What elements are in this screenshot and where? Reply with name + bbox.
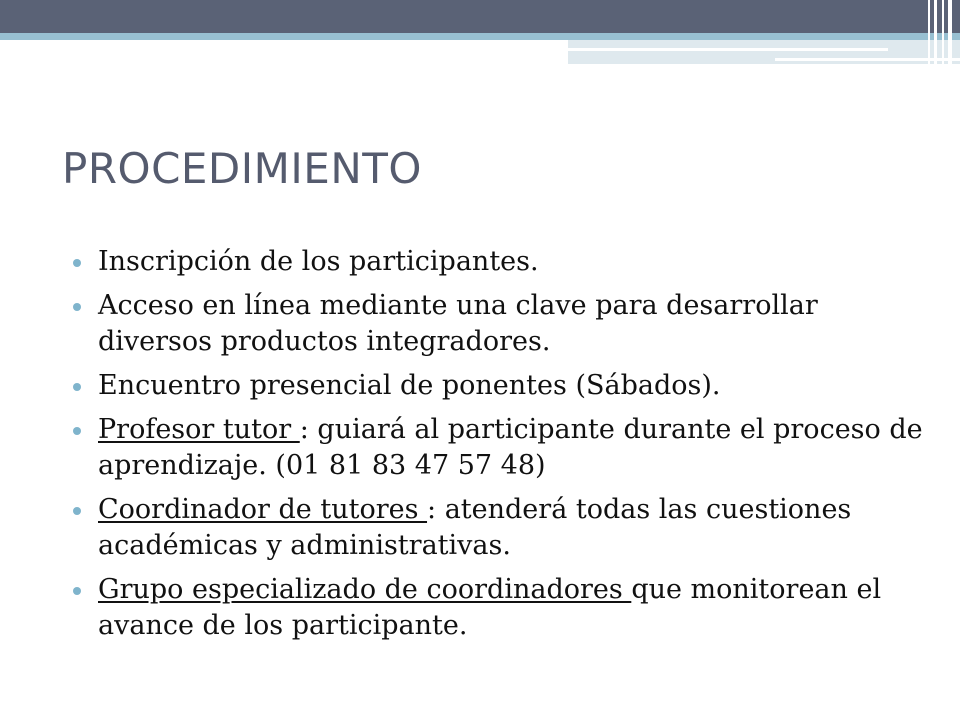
bullet-item	[70, 288, 940, 360]
bullet-dot-icon	[73, 259, 81, 267]
bullet-text: : guiará al participante durante el proceso de aprendizaje. (01 81 83 47 57 48)	[98, 414, 923, 481]
bullet-dot-icon	[73, 303, 81, 311]
bullet-item	[70, 244, 940, 280]
role-label-profesor-tutor: Profesor tutor	[98, 414, 300, 445]
bullet-text: Inscripción de los participantes.	[98, 246, 539, 277]
bullet-item	[70, 492, 940, 564]
bullet-item	[70, 412, 940, 484]
bullet-text: Encuentro presencial de ponentes (Sábados).	[98, 370, 721, 401]
bullet-item	[70, 368, 940, 404]
bullet-dot-icon	[73, 427, 81, 435]
bullet-text: que monitorean el avance de los participante.	[98, 574, 882, 641]
role-label-coordinador: Coordinador de tutores	[98, 494, 428, 525]
bullet-dot-icon	[73, 383, 81, 391]
header-band	[0, 0, 960, 33]
bullet-item	[70, 572, 940, 644]
bullet-list	[70, 244, 940, 652]
bullet-text: : atenderá todas las cuestiones académicas y administrativas.	[98, 494, 852, 561]
role-label-grupo: Grupo especializado de coordinadores	[98, 574, 632, 605]
header-right-bars	[920, 0, 960, 64]
header-accent-line	[0, 33, 960, 40]
bullet-dot-icon	[73, 587, 81, 595]
bullet-text: Acceso en línea mediante una clave para desarrollar diversos productos integradores.	[98, 290, 818, 357]
slide-title: PROCEDIMIENTO	[62, 144, 422, 193]
bullet-dot-icon	[73, 507, 81, 515]
header-accent-stripe	[568, 48, 888, 51]
